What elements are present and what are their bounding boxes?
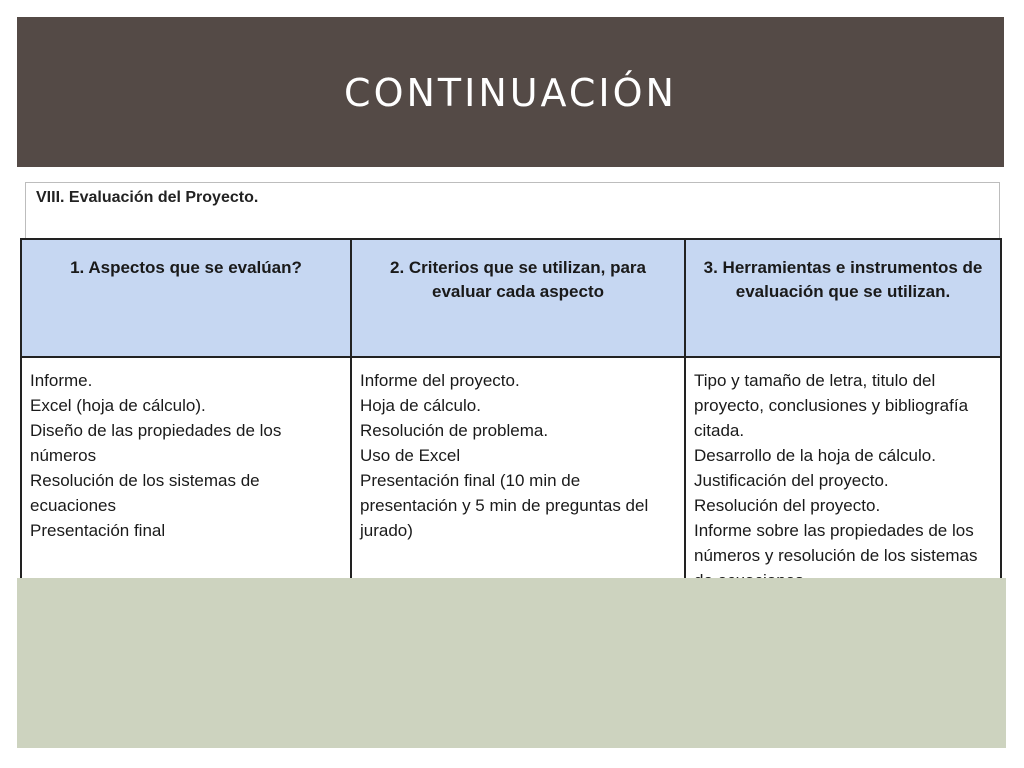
list-item: Resolución de problema. [360,421,549,440]
document-heading: VIII. Evaluación del Proyecto. [25,182,1000,239]
slide-title-bar [17,17,1004,167]
header-herramientas: 3. Herramientas e instrumentos de evaluación que se utilizan. [685,239,1001,357]
list-item: Resolución de los sistemas de ecuaciones [30,471,260,515]
list-item: Uso de Excel [360,446,461,465]
list-item: Tipo y tamaño de letra, titulo del proyecto, conclusiones y bibliografía citada. [694,371,969,440]
list-item: Presentación final [30,521,166,540]
list-item: Informe sobre las propiedades de los números y resolución de los sistemas [694,521,978,565]
cell-aspectos [21,357,351,608]
document-image [17,182,1004,578]
list-item: Justificación del proyecto. [694,471,889,490]
list-item: Hoja de cálculo. [360,396,481,415]
cell-criterios [351,357,685,608]
list-item: Informe del proyecto. [360,371,520,390]
cell-herramientas [685,357,1001,608]
header-aspectos: 1. Aspectos que se evalúan? [21,239,351,357]
list-item: Presentación final (10 min de presentación y 5 min de preguntas del jurado) [360,471,649,540]
slide-footer-area [17,578,1006,748]
list-item: Excel (hoja de cálculo). [30,396,206,415]
list-item: Diseño de las propiedades de los números [30,421,282,465]
evaluation-table [20,238,1002,608]
list-item: Desarrollo de la hoja de cálculo. [694,446,936,465]
table-header-row [21,239,1001,357]
list-item: Resolución del proyecto. [694,496,881,515]
list-item: Informe. [30,371,93,390]
header-criterios: 2. Criterios que se utilizan, para evaluar cada aspecto [351,239,685,357]
table-row [21,357,1001,608]
slide-title: CONTINUACIÓN [344,71,677,115]
